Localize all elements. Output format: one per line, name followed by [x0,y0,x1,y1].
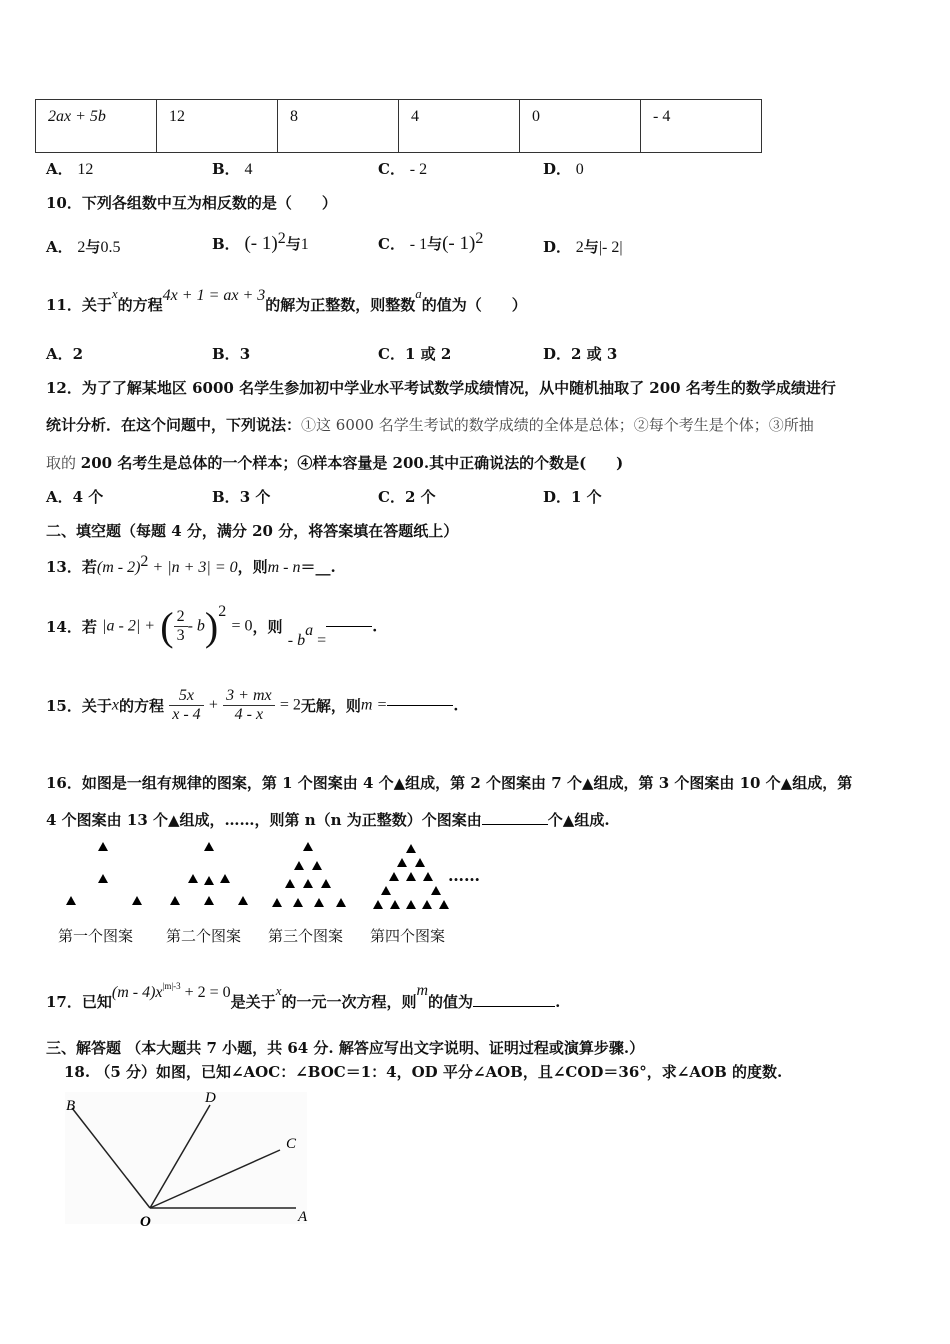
q10-option-c[interactable]: C． - 1与(- 1)$^2$ [378,230,484,254]
triangle-mark [293,898,303,907]
q11-option-d[interactable]: D．2 或 3 [543,345,618,363]
q9-option-d[interactable]: D． 0 [543,160,584,178]
triangle-mark [312,861,322,870]
triangle-mark [431,886,441,895]
triangle-mark [170,896,180,905]
q12-line-3: 取的 200 名考生是总体的一个样本；④样本容量是 200.其中正确说法的个数是( ) [46,454,624,472]
triangle-mark [204,876,214,885]
q14: 14．若 |a - 2| + ( $\frac{2}{3}$ - b)$^2$ = 0，则 - $b^a$ =. [46,603,378,649]
q11-option-b[interactable]: B．3 [212,345,251,363]
q12-line-1: 12．为了了解某地区 6000 名学生参加初中学业水平考试数学成绩情况，从中随机抽取了 200 名考生的数学成绩进行 [46,379,836,397]
table-cell: 0 [520,100,641,153]
triangle-mark [373,900,383,909]
triangle-mark [439,900,449,909]
triangle-mark [98,874,108,883]
triangle-mark [321,879,331,888]
angle-figure [60,1088,310,1230]
triangle-mark [336,898,346,907]
label-b: B [66,1098,76,1114]
label-d: D [205,1090,216,1106]
triangle-mark [188,874,198,883]
pattern-label: 第四个图案 [370,927,446,945]
q16-line-2: 4 个图案由 13 个▲组成，……，则第 n（n 为正整数）个图案由 个▲组成. [46,811,610,829]
value-table [35,99,762,153]
q9-option-a[interactable]: A． 12 [46,160,94,178]
label-c: C [286,1136,297,1152]
triangle-mark [220,874,230,883]
triangle-mark [422,900,432,909]
pattern-label: 第一个图案 [58,927,134,945]
pattern-label: 第二个图案 [166,927,242,945]
table-cell: 4 [399,100,520,153]
triangle-mark [294,861,304,870]
triangle-mark [272,898,282,907]
table-cell: 12 [157,100,278,153]
q12-option-d[interactable]: D．1 个 [543,488,602,506]
triangle-mark [303,842,313,851]
q18-stem: 18. （5 分）如图，已知∠AOC：∠BOC＝1：4，OD 平分∠AOB，且∠COD＝36°，求∠AOB 的度数. [64,1063,783,1081]
triangle-mark [66,896,76,905]
q17: 17．已知$(m - 4)x^{|m|-3} + 2 = 0$是关于$^x$的一元一次方程，则$^m$的值为 . [46,981,561,1011]
figure-background [65,1092,307,1224]
triangle-mark [423,872,433,881]
q16-answer-blank[interactable] [482,824,548,825]
q10-stem: 10．下列各组数中互为相反数的是（ ） [46,194,337,212]
triangle-mark [204,842,214,851]
q16-line-1: 16．如图是一组有规律的图案，第 1 个图案由 4 个▲组成，第 2 个图案由 7 个▲组成，第 3 个图案由 10 个▲组成，第 [46,774,853,792]
triangle-mark [406,872,416,881]
table-cell: 2ax + 5b [36,100,157,153]
q15-answer-blank[interactable] [387,705,453,706]
label-a: A [298,1209,308,1225]
q10-option-a[interactable]: A． 2与0.5 [46,238,121,256]
triangle-mark [285,879,295,888]
pattern-ellipsis: …… [448,866,480,885]
triangle-mark [381,886,391,895]
table-cell: - 4 [641,100,762,153]
triangle-mark [314,898,324,907]
q13: 13．若(m - 2)$^2$ + |n + 3| = 0，则m - n＝__. [46,553,336,576]
q11-stem: 11．关于$^x$的方程4x + 1 = ax + 3的解为正整数，则整数$^a$的值为（ ） [46,286,527,314]
q11-option-c[interactable]: C．1 或 2 [378,345,452,363]
q9-option-c[interactable]: C． - 2 [378,160,428,178]
q10-option-d[interactable]: D． 2与|- 2| [543,238,623,256]
q12-option-a[interactable]: A．4 个 [46,488,104,506]
triangle-mark [238,896,248,905]
triangle-mark [204,896,214,905]
triangle-mark [303,879,313,888]
q11-option-a[interactable]: A．2 [46,345,84,363]
q9-option-b[interactable]: B． 4 [212,160,253,178]
label-o: O [140,1214,151,1230]
triangle-mark [415,858,425,867]
triangle-mark [389,872,399,881]
triangle-mark [98,842,108,851]
triangle-mark [406,900,416,909]
section-2-heading: 二、填空题（每题 4 分，满分 20 分，将答案填在答题纸上） [46,522,459,540]
triangle-mark [132,896,142,905]
q10-option-b[interactable]: B． (- 1)$^2$与1 [212,230,309,254]
triangle-mark [390,900,400,909]
q17-answer-blank[interactable] [473,1006,555,1007]
q12-line-2: 统计分析．在这个问题中，下列说法：①这 6000 名学生考试的数学成绩的全体是总体；②每个考生是个体；③所抽 [46,416,814,434]
triangle-mark [397,858,407,867]
q12-option-c[interactable]: C．2 个 [378,488,436,506]
pattern-label: 第三个图案 [268,927,344,945]
table-cell: 8 [278,100,399,153]
q15: 15．关于x的方程 $\frac{5x}{x - 4}$ + $\frac{3 + mx}{4 - x}$ = 2无解，则m = . [46,687,459,723]
q12-option-b[interactable]: B．3 个 [212,488,271,506]
section-3-heading: 三、解答题 （本大题共 7 小题，共 64 分. 解答应写出文字说明、证明过程或演算步骤.） [46,1039,645,1057]
triangle-mark [406,844,416,853]
q14-answer-blank[interactable] [326,626,372,627]
